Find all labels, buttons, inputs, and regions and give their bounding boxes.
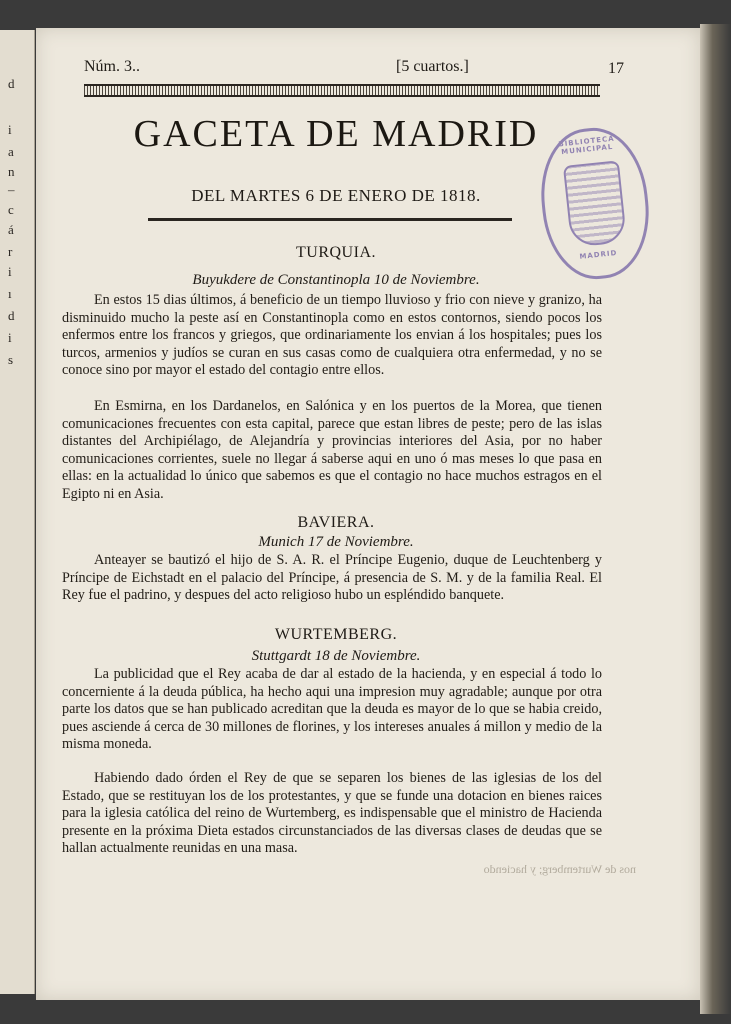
left-fragment: ı <box>8 286 12 301</box>
left-fragment: i <box>8 122 12 137</box>
article-paragraph: Anteayer se bautizó el hijo de S. A. R. el Príncipe Eugenio, duque de Leuchtenberg y Príncipe de Eichstadt en el palacio del Príncipe, á presencia de S. M. y de la familia Real. El Rey fue el padrino, y despues del acto religioso hubo un espléndido banquete. <box>62 552 602 604</box>
issue-price: [5 cuartos.] <box>396 58 469 75</box>
article-paragraph: En Esmirna, en los Dardanelos, en Salónica y en los puertos de la Morea, que tienen comunicaciones frecuentes con esta capital, parece que estan libres de peste; pero de las islas distantes del Archipiélago, de Alejandría y provincias interiores del Asia, por no haber comunicaciones corrientes, suele no llegar á saberse aqui en uno ó mas meses lo que pasa en ellas: en la actualidad lo único que sabemos es que el contagio no hace muchos estragos en el Egipto ni en Asia. <box>62 398 602 502</box>
stamp-text: BIBLIOTECA MUNICIPAL <box>558 134 615 157</box>
left-fragment: c <box>8 202 14 217</box>
issue-date: DEL MARTES 6 DE ENERO DE 1818. <box>191 186 481 205</box>
adjacent-page-edge <box>0 30 35 994</box>
page-number: 17 <box>608 60 624 77</box>
section-title-turquia: TURQUIA. <box>296 244 376 261</box>
left-fragment: s <box>8 352 14 367</box>
section-dateline: Stuttgardt 18 de Noviembre. <box>251 648 421 664</box>
left-fragment: n <box>8 164 15 179</box>
stamp-text: MADRID <box>579 248 618 261</box>
bleed-through-text: nos de Wurtemberg; y haciendo <box>483 862 636 876</box>
section-dateline: Munich 17 de Noviembre. <box>258 534 414 550</box>
page-edge-shadow <box>700 24 731 1014</box>
left-fragment: r <box>8 244 13 259</box>
article-paragraph: La publicidad que el Rey acaba de dar al estado de la hacienda, y en especial á todo lo concerniente á la deuda pública, ha hecho aqui una impresion muy agradable; aunque por otra parte los datos que se han publicado acreditan que la deuda es mayor de lo que se habia creido, pues asciende á cerca de 30 millones de florines, y los intereses anuales á millon y medio de la misma moneda. <box>62 666 602 753</box>
section-title-wurtemberg: WURTEMBERG. <box>274 626 398 643</box>
left-fragment: d <box>8 76 15 91</box>
left-fragment: d <box>8 308 15 323</box>
masthead-rule <box>148 218 512 221</box>
masthead-title: GACETA DE MADRID <box>133 113 539 155</box>
coat-of-arms-icon <box>563 160 627 247</box>
issue-number: Núm. 3.. <box>84 58 140 75</box>
section-title-baviera: BAVIERA. <box>297 514 375 531</box>
left-fragment: – <box>8 182 15 197</box>
left-fragment: a <box>8 144 14 159</box>
section-dateline: Buyukdere de Constantinopla 10 de Noviembre. <box>192 272 480 288</box>
article-paragraph: En estos 15 dias últimos, á beneficio de un tiempo lluvioso y frio con nieve y granizo, ha disminuido mucho la peste así en Constantinopla como en estos contornos, siendo pocos los enfermos entre los francos y griegos, que ordinariamente los envian á los hospitales; pues los turcos, armenios y judíos se curan en sus casas como de cualquiera otra enfermedad, y no se conoce sino por mayor el estado del contagio entre ellos. <box>62 292 602 379</box>
left-fragment: i <box>8 264 12 279</box>
newspaper-page <box>36 28 700 1000</box>
left-fragment: á <box>8 222 14 237</box>
article-paragraph: Habiendo dado órden el Rey de que se separen los bienes de las iglesias de los del Estado, que se restituyan los de los protestantes, y que se funde una dotacion en bienes raices para la iglesia católica del reino de Wurtemberg, es indispensable que el ministro de Hacienda presente en la próxima Dieta estados circunstanciados de las diversas clases de deudas que se hallan actualmente reunidas en una masa. <box>62 770 602 857</box>
ornamental-rule <box>84 84 600 97</box>
left-fragment: i <box>8 330 12 345</box>
